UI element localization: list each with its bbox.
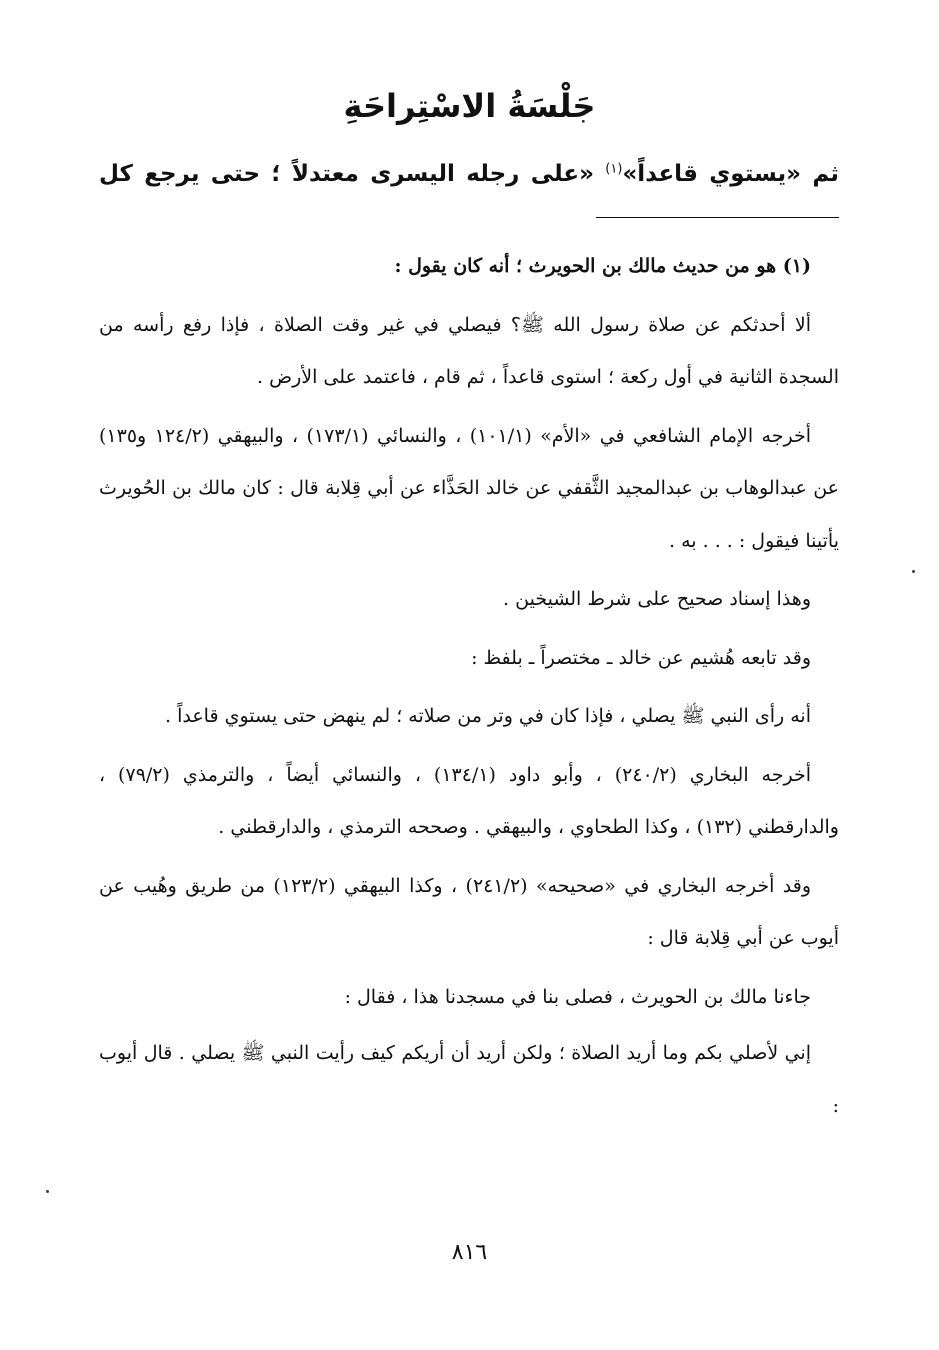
footnotes bbox=[99, 240, 839, 1138]
footnote-paragraph: أخرجه البخاري (٢٤٠/٢) ، وأبو داود (١٣٤/١) ، والنسائي أيضاً ، والترمذي (٧٩/٢) ، والدارقطني (١٣٢) ، وكذا الطحاوي ، والبيهقي . وصححه الترمذي ، والدارقطني . bbox=[99, 763, 839, 838]
main-text-before-ref: ثم «يستوي قاعداً» bbox=[622, 161, 839, 187]
footnote-ref-mark: (١) bbox=[605, 161, 623, 177]
main-text-line bbox=[99, 152, 839, 196]
footnote-paragraph: وقد تابعه هُشيم عن خالد ـ مختصراً ـ بلفظ : bbox=[471, 646, 811, 669]
footnote-paragraph: أنه رأى النبي ﷺ يصلي ، فإذا كان في وتر من صلاته ؛ لم ينهض حتى يستوي قاعداً . bbox=[165, 705, 811, 727]
footnote-paragraph: أخرجه الإمام الشافعي في «الأم» (١٠١/١) ، والنسائي (١٧٣/١) ، والبيهقي (١٢٤/٢ و١٣٥) عن عبدالوهاب بن عبدالمجيد الثَّقفي عن خالد الحَذَّاء عن أبي قِلابة قال : كان مالك بن الحُويرث يأتينا فيقول : . . . به . bbox=[99, 424, 839, 552]
footnote-separator bbox=[596, 217, 839, 218]
footnote-paragraph: وهذا إسناد صحيح على شرط الشيخين . bbox=[503, 588, 811, 610]
main-text-after-ref: «على رجله اليسرى معتدلاً ؛ حتى يرجع كل bbox=[99, 161, 606, 187]
footnote-paragraph: إني لأصلي بكم وما أريد الصلاة ؛ ولكن أريد أن أريكم كيف رأيت النبي ﷺ يصلي . قال أيوب : bbox=[99, 1042, 839, 1117]
footnote-paragraph: وقد أخرجه البخاري في «صحيحه» (٢٤١/٢) ، وكذا البيهقي (١٢٣/٢) من طريق وهُيب عن أيوب عن أبي قِلابة قال : bbox=[99, 874, 839, 949]
scan-speck bbox=[912, 570, 915, 573]
footnote-paragraph: ألا أحدثكم عن صلاة رسول الله ﷺ؟ فيصلي في غير وقت الصلاة ، فإذا رفع رأسه من السجدة الثانية في أول ركعة ؛ استوى قاعداً ، ثم قام ، فاعتمد على الأرض . bbox=[99, 313, 839, 388]
page-number: ٨١٦ bbox=[451, 1240, 488, 1265]
footnote-paragraph: جاءنا مالك بن الحويرث ، فصلى بنا في مسجدنا هذا ، فقال : bbox=[344, 985, 811, 1008]
footnote-intro: (١) هو من حديث مالك بن الحويرث ؛ أنه كان يقول : bbox=[394, 255, 811, 277]
section-heading: جَلْسَةُ الاسْتِراحَةِ bbox=[343, 87, 596, 125]
scan-speck bbox=[46, 1190, 49, 1193]
